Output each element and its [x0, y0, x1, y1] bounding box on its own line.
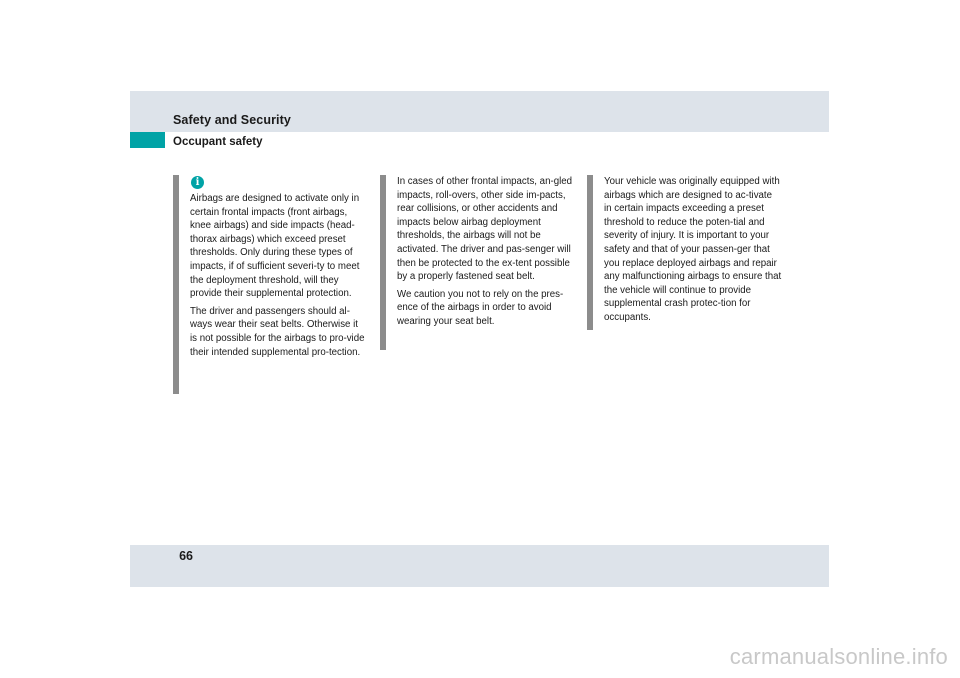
footer-band — [130, 545, 829, 587]
text-column-2 — [380, 175, 572, 333]
paragraph: Airbags are designed to activate only in certain frontal impacts (front airbags, knee airbags) and side impacts (head-thorax airbags) which exceed preset thresholds. Only during these types of impacts, if of sufficient severi-ty to meet the deployment threshold, will they provide their supplemental protection. — [190, 193, 360, 300]
paragraph: We caution you not to rely on the pres-ence of the airbags in order to avoid wearing your seat belt. — [397, 288, 564, 327]
margin-bar — [587, 175, 593, 330]
page-number: 66 — [179, 549, 193, 563]
column-text — [397, 175, 572, 329]
margin-bar — [380, 175, 386, 350]
info-icon: i — [191, 176, 204, 189]
accent-block — [130, 132, 165, 148]
section-title: Safety and Security — [173, 113, 291, 127]
watermark: carmanualsonline.info — [729, 644, 948, 669]
paragraph: Your vehicle was originally equipped with airbags which are designed to ac-tivate in certain impacts exceeding a preset threshold to reduce the poten-tial and severity of injury. It is important to your safety and that of your passen-ger that you replace deployed airbags and repair any malfunctioning airbags to ensure that the vehicle will continue to provide supplemental crash protec-tion for occupants. — [604, 176, 782, 323]
subsection-title: Occupant safety — [173, 136, 263, 148]
margin-bar — [173, 175, 179, 394]
paragraph: The driver and passengers should al-ways wear their seat belts. Otherwise it is not possible for the airbags to pro-vide their intended supplemental pro-tection. — [190, 305, 365, 358]
paragraph: In cases of other frontal impacts, an-gled impacts, roll-overs, other side im-pacts, rear collisions, or other accidents and impacts below airbag deployment thresholds, the airbags will not be activated. The driver and pas-senger will then be protected to the ex-tent possible by a properly fastened seat belt. — [397, 176, 573, 283]
column-text — [190, 176, 365, 359]
column-text — [604, 175, 782, 325]
text-column-3 — [587, 175, 782, 329]
info-column — [173, 175, 365, 363]
